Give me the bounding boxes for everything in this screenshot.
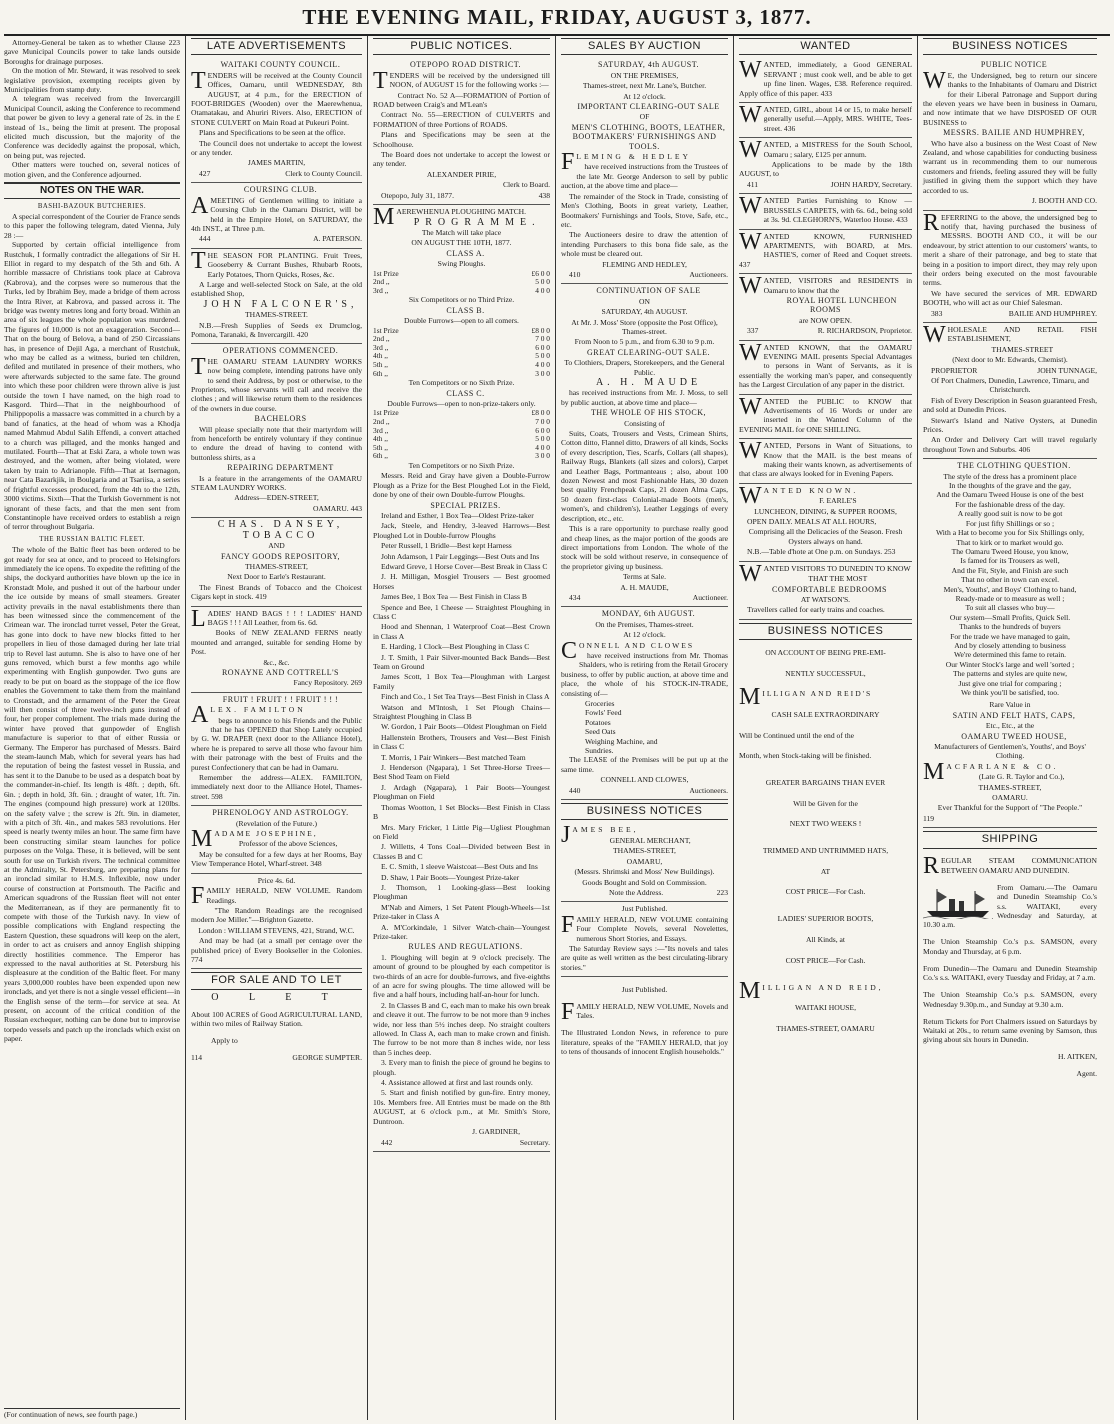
special-prize-item: J. T. Smith, 1 Pair Silver-mounted Back Bands—Best Team on Ground — [373, 652, 550, 671]
special-prize-item: James Scott, 1 Box Tea—Ploughman with Largest Family — [373, 672, 550, 691]
ad-bailie-humphrey: REFERRING to the above, the undersigned beg to notify that, having purchased the business of MESSRS. BOOTH AND CO., it will be our endeavour, by strict attention to our customers' wants, to merit a share of their patronage, and beg to state that being in a position to import direct, they may rely upon their orders being executed on the most favourable terms. We have secured the services of MR. EDWARD BOOTH, who will act as our Chief Salesman. 383 BAILIE AND HUMPHREY. — [923, 211, 1097, 323]
prize-row: 3rd ,, 4 0 0 — [373, 285, 550, 295]
special-prize-item: Hallenstein Brothers, Trousers and Vest—Best Finish in Class C — [373, 732, 550, 752]
rules-list — [373, 953, 550, 1126]
poem-line: To suit all classes who buy— — [965, 603, 1055, 613]
prize-row: 2nd ,, 7 0 0 — [373, 334, 550, 344]
special-prize-item: W. Gordon, 1 Pair Boots—Oldest Ploughman on Field — [381, 722, 547, 732]
ad-shipping: REGULAR STEAM COMMUNICATION BETWEEN OAMARU AND DUNEDIN. From Oamaru.—The Oamaru and Dunedin Steamship Co.'s s.s. WAITAKI, every Wednesday and Saturday, at 10.30 a.m. The Union Steamship Co.'s p.s. SAMSON, every Monday and Thursday, at 6 p.m. From Dunedin—The Oamaru and Dunedin Steamship Co.'s s.s. WAITAKI, every Tuesday and Friday, at 7 a.m. The Union Steamship Co.'s p.s. SAMSON, every Wednesday 9.30p.m., and Sunday at 9.30 a.m. Return Tickets for Port Chalmers issued on Saturdays by Waitaki at 20s., to return same evening by Samson, thus giving about six hours in Dunedin. H. AITKEN, Agent. — [923, 853, 1097, 1079]
special-prize-item: J. Henderson (Ngapara), 1 Set Three-Horse Trees—Best Shod Team on Field — [373, 763, 550, 782]
special-prize-item: Hood and Shennan, 1 Waterproof Coat—Best Crown in Class A — [373, 622, 550, 641]
section-band-auctions: SALES BY AUCTION — [561, 38, 728, 55]
ad-dansey-tobacco: CHAS. DANSEY, TOBACCO AND FANCY GOODS REPOSITORY, THAMES-STREET, Next Door to Earle's Restaurant. The Finest Brands of Tobacco and the Choicest Cigars kept in stock. 419 — [191, 518, 362, 606]
column-auctions — [555, 36, 733, 1420]
special-prize-item: Watson and M'Intosh, 1 Set Plough Chains—Straightest Ploughing in Class B — [373, 702, 550, 722]
column-wanted — [733, 36, 917, 1420]
ad-otepopo-road: OTEPOPO ROAD DISTRICT. TENDERS will be received by the undersigned till NOON, of AUGUST 15 for the following works :— Contract No. 52 A—FORMATION of Portion of ROAD between Craig's and M'Lean's Contract No. 55—ERECTION of CULVERTS and FORMATION of three Portions of ROADS. Plans and Specifications may be seen at the Schoolhouse. The Board does not undertake to accept the lowest or any tender. ALEXANDER PIRIE, Clerk to Board. Otepopo, July 31, 1877. 438 — [373, 58, 550, 205]
special-prize-item: M'Nab and Aimers, 1 Set Patent Plough-Wheels—1st Prize-taker in Class A — [373, 902, 550, 922]
clothing-poem — [923, 472, 1097, 698]
prize-row: 3rd ,, 6 0 0 — [373, 425, 550, 435]
poem-line: The Oamaru Tweed House, you know, — [951, 546, 1069, 556]
prize-row: 5th ,, 4 0 0 — [373, 359, 550, 369]
poem-line: For the fashionable dress of the day. — [955, 499, 1065, 509]
ad-wanted-watsons: WANTED VISITORS TO DUNEDIN TO KNOW THAT THE MOST COMFORTABLE BEDROOMS AT WATSON'S. Travellers called for early trains and coaches. — [739, 562, 912, 620]
subheading-baltic-fleet: THE RUSSIAN BALTIC FLEET. — [39, 535, 145, 543]
ad-family-herald-2: Just Published. FAMILY HERALD, NEW VOLUME containing Four Complete Novels, several Novelettes, numerous Short Stories, and Essays. The Saturday Review says :—"Its novels and tales are quite as well written as the best circulating-library stories." — [561, 902, 728, 977]
special-prize-item: Spence and Bee, 1 Cheese — Straightest Ploughing in Class C — [373, 602, 550, 621]
prize-table-class-a — [373, 270, 550, 296]
special-prize-item: E. Harding, 1 Clock—Best Ploughing in Class C — [381, 642, 530, 652]
section-band-shipping: SHIPPING — [923, 831, 1097, 848]
ad-madame-josephine: PHRENOLOGY AND ASTROLOGY. (Revelation of the Future.) MADAME JOSEPHINE, Professor of the above Sciences, May be consulted for a few days at her Rooms, Bay View Temperance Hotel, Wharf-street. 348 — [191, 806, 362, 873]
steamship-icon — [923, 885, 993, 919]
ad-wanted-apartments: WANTED KNOWN, FURNISHED APARTMENTS, with BOARD, at Mrs. HASTIE'S, corner of Reed and Coquet streets. 437 — [739, 230, 912, 275]
section-band-business-notices-2: BUSINESS NOTICES — [739, 623, 912, 640]
poem-line: And the Oamaru Tweed House is one of the best — [936, 490, 1084, 500]
special-prize-item: T. Morris, 1 Pair Winkers—Best matched Team — [381, 752, 526, 762]
poem-line: That no other in town can excel. — [960, 575, 1060, 585]
rule-item: 4. Assistance allowed at first and last rounds only. — [381, 1078, 533, 1088]
prize-row: 1st Prize £6 0 0 — [373, 268, 550, 278]
ad-clothing-question: THE CLOTHING QUESTION. The style of the dress has a prominent place In the thoughts of the grave and the gay, And the Oamaru Tweed House is one of the best For the fashionable dress of the day. A really good suit is now to be got For just fifty Shillings or so ; With a Hat to become you for Six Shillings only, That to kirk or to market would go. The Oamaru Tweed House, you know, Is famed for its Trousers as well, And the Fit, Style, and Finish are such That no other in town can excel. Men's, Youths', and Boys' Clothing to hand, Ready-made or to measure as well ; To suit all classes who buy— Our system—Small Profits, Quick Sell. Thanks to the hundreds of buyers For the trade we have managed to gain, And by closely attending to business We're determined this fame to retain. Our Winter Stock's large and well 'sorted ; The patterns and styles are quite new, Just give one trial for comparing ; We think you'll be satisfied, too. Rare Value in SATIN AND FELT HATS, CAPS, Etc., Etc., at the OAMARU TWEED HOUSE, Manufacturers of Gentlemen's, Youths', and Boys' Clothing. MACFARLANE & CO. (Late G. R. Taylor and Co.), THAMES-STREET, OAMARU. Ever Thankful for the Support of "The People." 119 — [923, 459, 1097, 828]
poem-line: We think you'll be satisfied, too. — [961, 688, 1059, 697]
ad-family-herald-3: Just Published. FAMILY HERALD, NEW VOLUME, Novels and Tales. The Illustrated London News, in reference to pure literature, speaks of the "FAMILY HERALD, that joy to tens of thousands of innocent English households." — [561, 984, 728, 1056]
ad-coursing-club: COURSING CLUB. AMEETING of Gentlemen willing to initiate a Coursing Club in the Oamaru District, will be held in the Empire Hotel, on SATURDAY, the 4th INST., at Three p.m. 444 A. PATERSON. — [191, 183, 362, 248]
poem-line: Our system—Small Profits, Quick Sell. — [949, 612, 1071, 622]
special-prize-item: J. H. Milligan, Mosgiel Trousers — Best groomed Horses — [373, 572, 550, 591]
column-business-notices — [917, 36, 1102, 1420]
ad-wanted-situations: WANTED, Persons in Want of Situations, to Know that the MAIL is the best means of making their wants known, as advertisements of that class are always looked for in Evening Papers. — [739, 439, 912, 484]
prize-row: 3rd ,, 6 0 0 — [373, 342, 550, 352]
ad-wanted-servant: WANTED, immediately, a Good GENERAL SERVANT ; must cook well, and be able to get up fine linen. Wages, £38. Reference required. Apply office of this paper. 433 — [739, 58, 912, 103]
special-prize-item: John Adamson, 1 Pair Leggings—Best Outs and Ins — [381, 551, 540, 561]
ad-hand-bags: LADIES' HAND BAGS ! ! ! LADIES' HAND BAGS ! ! ! All Leather, from 6s. 6d. Books of NEW ZEALAND FERNS neatly mounted and arranged, suitable for sending Home by Post. &c., &c. RONAYNE AND COTTRELL'S Fancy Repository. 269 — [191, 607, 362, 693]
poem-line: Just give one trial for comparing ; — [958, 678, 1062, 688]
poem-line: The style of the dress has a prominent place — [943, 471, 1077, 481]
news-paragraph: A telegram was received from the Invercargill Municipal Council, asking the Conference to recommend that power be given to levy a general rate of 2s. in the £ instead of 1s., being the limit at present. The proposal elicited much discussion, but the majority of the Conference was decidedly against the proposal, which, on being put, was rejected. — [4, 94, 180, 160]
prize-table-class-b — [373, 327, 550, 379]
prize-row: 6th ,, 3 0 0 — [373, 368, 550, 378]
rule-item: 5. Start and finish notified by gun-fire. Entry money, 10s. Members free. All Entries must be made on the 8th AUGUST, at 6 o'clock p.m., at Mr. Smith's Store, Duntroon. — [373, 1088, 550, 1126]
stock-item: Fowls' Feed — [585, 708, 622, 718]
ad-to-let: O L E T About 100 ACRES of Good AGRICULTURAL LAND, within two miles of Railway Station. Apply to 114 GEORGE SUMPTER. — [191, 991, 362, 1063]
special-prize-item: Jack, Steele, and Hendry, 3-leaved Harrows—Best Ploughed Lot in Double-furrow Ploughs — [373, 521, 550, 540]
ad-waitaki-council: WAITAKI COUNTY COUNCIL. TENDERS will be received at the County Council Offices, Oamaru, until WEDNESDAY, 8th AUGUST, at 4 p.m., for the ERECTION of FOOT-BRIDGES (Wooden) over the Maerewhenua, Otamatakau, and Ahuriri Rivers. Also, ERECTION of STONE CULVERT on Main Road at Pukeuri Point. Plans and Specifications to be seen at the office. The Council does not undertake to accept the lowest or any tender. JAMES MARTIN, 427 Clerk to County Council. — [191, 58, 362, 183]
ad-wanted-carpets: WANTED Parties Furnishing to Know —BRUSSELS CARPETS, with 6s. 6d., being sold at 3s. 9d. CLEGHORN'S, Waterloo House. 433 — [739, 194, 912, 229]
stock-item: Groceries — [585, 699, 615, 708]
poem-line: With a Hat to become you for Six Shillings only, — [935, 528, 1085, 538]
poem-line: That to kirk or to market would go. — [956, 537, 1064, 547]
ad-familton-fruit: FRUIT ! FRUIT ! ! FRUIT ! ! ! ALEX. FAMILTON begs to announce to his Friends and the Public that he has OPENED that Shop Lately occupied by G. W. DRAPER (next door to the Alliance Hotel), where he is prepared to serve all those who favour him with their patronage with the best of Fruits and the purest Confectionery that can be had in Oamaru. Remember the address—ALEX. FAMILTON, immediately next door to the Alliance Hotel, Thames-street. 598 — [191, 693, 362, 806]
prize-row: 2nd ,, 7 0 0 — [373, 416, 550, 426]
special-prize-item: Mrs. Mary Fricker, 1 Little Pig—Ugliest Ploughman on Field — [373, 822, 550, 841]
special-prize-item: Thomas Wootton, 1 Set Blocks—Best Finish in Class B — [373, 802, 550, 822]
special-prize-item: A. M'Corkindale, 1 Silver Watch-chain—Youngest Prize-taker. — [373, 922, 550, 941]
subheading-bashi-bazouk: BASHI-BAZOUK BUTCHERIES. — [37, 202, 147, 210]
masthead: THE EVENING MAIL, FRIDAY, AUGUST 3, 1877. — [4, 0, 1110, 36]
ad-family-herald-1: Price 4s. 6d. FAMILY HERALD, NEW VOLUME. Random Readings. "The Random Readings are the recognised modern Joe Miller."—Brighton Gazette. London : WILLIAM STEVENS, 421, Strand, W.C. And may be had (at a small per centage over the published price) of Every Bookseller in the Colonies. 774 — [191, 874, 362, 970]
column-late-ads — [185, 36, 367, 1420]
special-prize-item: Edward Greve, 1 Horse Cover—Best Break in Class C — [381, 561, 548, 571]
ad-milligan-reid: ON ACCOUNT OF BEING PRE-EMI- NENTLY SUCCESSFUL, MILLIGAN AND REID'S CASH SALE EXTRAORDINARY Will be Continued until the end of the Month, when Stock-taking will be finished. GREATER BARGAINS THAN EVER Will be Given for the NEXT TWO WEEKS ! TRIMMED AND UNTRIMMED HATS, AT COST PRICE—For Cash. LADIES' SUPERIOR BOOTS, All Kinds, at COST PRICE—For Cash. MILLIGAN AND REID, WAITAKI HOUSE, THAMES-STREET, OAMARU — [739, 648, 889, 1033]
special-prize-item: Finch and Co., 1 Set Tea Trays—Best Finish in Class A — [381, 692, 550, 702]
poem-line: Ready-made or to measure as well ; — [955, 593, 1065, 603]
ad-wanted-mistress: WANTED, a MISTRESS for the South School, Oamaru ; salary, £125 per annum. Applications to be made by the 18th AUGUST, to 411 JOHN HARDY, Secretary. — [739, 138, 912, 194]
ad-booth-notice: PUBLIC NOTICE W E, the Undersigned, beg to return our sincere thanks to the Inhabitants of Oamaru and District for their Liberal Patronage and Support during the eleven years we have been in business in Oamaru, and now intimate that we have DISPOSED OF OUR BUSINESS to MESSRS. BAILIE AND HUMPHREY, Who have also a business on the West Coast of New Zealand, and whose capabilities for conducting business warrant us in recommending them to our numerous customers and friends, feeling assured they will be fully justified in giving them the support which they have accorded to us. J. BOOTH AND CO. — [923, 58, 1097, 210]
ad-wanted-evening-mail: WANTED KNOWN, that the OAMARU EVENING MAIL presents Special Advantages to persons in Want of Servants, as it is essentially the working man's paper, and consequently has the Largest Circulation of any paper in the district. — [739, 341, 912, 395]
ad-steam-laundry: OPERATIONS COMMENCED. THE OAMARU STEAM LAUNDRY WORKS now being complete, intending patrons have only to send their Address, by post or otherwise, to the Proprietors, whose servants will call and receive the clothes ; and will likewise return them to the residences of the owners in due course. BACHELORS Will please specially note that their martyrdom will from henceforth be entirely voluntary if they continue to endure the dread of having to contend with buttonless shirts, as a REPAIRING DEPARTMENT Is a feature in the arrangements of the OAMARU STEAM LAUNDRY WORKS. Address—EDEN-STREET, OAMARU. 443 — [191, 344, 362, 518]
war-report-1 — [4, 212, 180, 532]
stock-item: Potatoes — [585, 717, 611, 727]
rule-item: 1. Ploughing will begin at 9 o'clock precisely. The amount of ground to be ploughed by each competitor is two-thirds of an acre for double-furrows, and five-eighths of an acre for swing ploughs. The time allowed will be five and a half hours, including half-an-hour for lunch. — [373, 952, 550, 1000]
section-band-business-notices-3: BUSINESS NOTICES — [923, 38, 1097, 55]
stock-item: Seed Oats — [585, 727, 616, 737]
ad-heading: WAITAKI COUNTY COUNCIL. — [220, 60, 341, 70]
column-public-notices — [367, 36, 555, 1420]
rule-item: 2. In Classes B and C, each man to make his own break and cleave it out. The furrow to be not more than 9 inches wide, nor less than 5½ inches deep. No straight coulters allowed. In Class A, each man to make crown and finish. The furrow to be not more than 8 inches wide, nor less than 5 inches deep. — [373, 1000, 550, 1057]
continuation-note: (For continuation of news, see fourth page.) — [4, 1408, 180, 1420]
section-band-business-notices-1: BUSINESS NOTICES — [561, 803, 728, 820]
poem-line: And the Fit, Style, and Finish are such — [951, 565, 1069, 575]
news-paragraph: Supported by certain official intelligence from Rustchuk, I formally contradict the allegations of Sir H. Elliot in regard to my despatch of the 5th and 6th. A horrible massacre of Christians took place at Cabrova (Kabrova), and the corpses were so numerous that the Turks, led by Ibrahim Bey, made a bridge of them across the Intra River, at Kabrova, and passed across it. The bridge was twenty metres long and forty broad. Within an area of six leagues the whole population was murdered. The figures of 10,000 is not an exaggeration. Second—That on the bourg of Belova, a band of 250 Circassians has, in presence of Dejil Aga, a merchant of Rustchuk, who may be called as a witness, buried ten children, defiled and mutilated in presence of their mothers, who were afterwards subjected to the same fate. The ground into which these poor children were thrown alive is just outside the town I have named, on the high road to Kasgord. Third—That in the neighbourhood of Philippopolis a massacre was committed in a church by a band of fanatics, at the head of whom was a Khodja named Mahmud Abdul Salih Effendi, a convert attached to a church was pillaged, and the monks hanged and mutilated. Fourth—That at Eski Zara, a whole town was destroyed, and the women, after being violated, were taken by train to Adrianople. Fifth—That at Isernagon, near Cata Bazarkjik, in Boulgaria and at Tsariisa, a series of frightful excesses produced, from the 4th to the 12th, 3000 victims. Sixth—That the Turkish Government is not ignorant of these facts, and that the men sent from Constantinople have received orders to establish a reign of terror throughout Bulgaria. — [4, 240, 180, 532]
ad-james-bee: JAMES BEE, GENERAL MERCHANT, THAMES-STREET, OAMARU, (Messrs. Shrimski and Moss' New Buildings). Goods Bought and Sold on Commission. Note the Address. 223 — [561, 823, 728, 902]
connell-stock-list — [561, 699, 728, 755]
special-prize-item: Peter Russell, 1 Bridle—Best kept Harness — [381, 541, 512, 551]
news-paragraph: A special correspondent of the Courier de France sends to this paper the following telegram, dated Vienna, July 28 :— — [4, 211, 180, 240]
ad-wanted-public: WANTED the PUBLIC to KNOW that Advertisements of 16 Words or under are inserted in the Wanted Column of the EVENING MAIL for ONE SHILLING. — [739, 395, 912, 440]
special-prize-item: Ireland and Esther, 1 Box Tea—Oldest Prize-taker — [381, 510, 534, 520]
poem-line: And by closely attending to business — [954, 640, 1066, 650]
prize-row: 1st Prize £8 0 0 — [373, 408, 550, 418]
ad-wanted-girl: WANTED, GIRL, about 14 or 15, to make herself generally useful.—Apply, MRS. WHITE, Tees-street. 436 — [739, 103, 912, 138]
news-intro — [4, 38, 180, 179]
poem-line: Men's, Youths', and Boys' Clothing to hand, — [943, 584, 1077, 594]
special-prizes-list — [373, 511, 550, 941]
prize-row: 4th ,, 5 0 0 — [373, 351, 550, 361]
stock-item: Sundries. — [585, 746, 614, 756]
ad-planting-season: THE SEASON FOR PLANTING. Fruit Trees, Gooseberry & Currant Bushes, Rhubarb Roots, Early Potatoes, Thorn Quicks, Roses, &c. A Large and well-selected Stock on Sale, at the old established Shop, JOHN FALCONER'S, THAMES-STREET. N.B.—Fresh Supplies of Seeds ex Drumclog, Pomona, Taranaki, & Invercargill. 420 — [191, 249, 362, 345]
stock-item: Weighing Machine, and — [585, 736, 658, 746]
poem-line: We're determined this fame to retain. — [953, 650, 1067, 660]
ad-wanted-royal-hotel: WANTED, VISITORS and RESIDENTS in Oamaru to know that the ROYAL HOTEL LUNCHEON ROOMS are NOW OPEN. 337 R. RICHARDSON, Proprietor. — [739, 274, 912, 340]
poem-line: For just fifty Shillings or so ; — [965, 518, 1055, 528]
prize-row: 5th ,, 4 0 0 — [373, 442, 550, 452]
prize-row: 6th ,, 3 0 0 — [373, 451, 550, 461]
section-band-late-ads: LATE ADVERTISEMENTS — [191, 38, 362, 55]
ad-maude-sale: CONTINUATION OF SALE ON SATURDAY, 4th AUGUST. At Mr. J. Moss' Store (opposite the Post Office), Thames-street. From Noon to 5 p.m., and from 6.30 to 9 p.m. GREAT CLEARING-OUT SALE. To Clothiers, Drapers, Storekeepers, and the General Public. A. H. MAUDE has received instructions from Mr. J. Moss, to sell by public auction, at above time and place— THE WHOLE OF HIS STOCK, Consisting of Suits, Coats, Trousers and Vests, Crimean Shirts, Cotton ditto, Flannel ditto, Drawers of all kinds, Socks of every description, Ties, Scarfs, Collars (all shapes), Railway Rugs, Blankets (all sizes and colors), Carpet and Leather Bags, Portmanteaus ; also, about 100 dozen Newest and most Fashionable Hats, 30 dozen best quality Frenchpeak Caps, 21 dozen Alma Caps, 50 dozen first-class Colonial-made Boots (men's, women's, and children's), Leather Leggings of every description, etc., etc. This is a rare opportunity to purchase really good and cheap lines, as the major portion of the goods are direct importations from London. The whole of the stock will be sold without reserve, in consequence of the proprietor giving up business. Terms at Sale. A. H. MAUDE, 434 Auctioneer. — [561, 284, 728, 607]
ad-wanted-earles: WANTED KNOWN. F. EARLE'S LUNCHEON, DINING, & SUPPER ROOMS, OPEN DAILY. MEALS AT ALL HOURS, Comprising all the Delicacies of the Season. Fresh Oysters always on hand. N.B.—Table d'hote at One p.m. on Sundays. 253 — [739, 484, 912, 562]
news-paragraph: Attorney-General be taken as to whether Clause 223 gave Municipal Councils power to take lands outside Boroughs for drainage purposes. — [4, 38, 180, 66]
special-prize-item: James Bee, 1 Box Tea — Best Finish in Class B — [381, 592, 527, 602]
poem-line: Is famed for its Trousers as well, — [960, 556, 1060, 566]
special-prize-item: J. Thomson, 1 Looking-glass—Best looking Ploughman — [373, 882, 550, 902]
special-prize-item: E. C. Smith, 1 sleeve Waistcoat—Best Outs and Ins — [381, 862, 538, 872]
section-band-for-sale: FOR SALE AND TO LET — [191, 972, 362, 989]
prize-row: 4th ,, 5 0 0 — [373, 434, 550, 444]
prize-row: 1st Prize £8 0 0 — [373, 325, 550, 335]
war-report-2 — [4, 545, 180, 1044]
poem-line: In the thoughts of the grave and the gay, — [948, 481, 1072, 491]
poem-line: For the trade we have managed to gain, — [950, 631, 1070, 641]
column-news — [4, 36, 185, 1420]
rule-item: 3. Every man to finish the piece of ground he begins to plough. — [373, 1058, 550, 1077]
ad-fish-establishment: WHOLESALE AND RETAIL FISH ESTABLISHMENT, THAMES-STREET (Next door to Mr. Edwards, Chemist). PROPRIETOR JOHN TUNNAGE, Of Port Chalmers, Dunedin, Lawrence, Timaru, and Christchurch. Fish of Every Description in Season guaranteed Fresh, and sold at Dunedin Prices. Stewart's Island and Native Oysters, at Dunedin Prices. An Order and Delivery Cart will travel regularly throughout Town and Suburbs. 406 — [923, 323, 1097, 459]
columns — [4, 36, 1110, 1420]
war-notes-heading: NOTES ON THE WAR. — [4, 182, 180, 198]
special-prize-item: J. Ardagh (Ngapara), 1 Pair Boots—Youngest Ploughman on Field — [373, 782, 550, 802]
poem-line: Our Winter Stock's large and well 'sorted ; — [945, 659, 1075, 669]
poem-line: Thanks to the hundreds of buyers — [959, 622, 1061, 632]
ad-ploughing-match: MAEREWHENUA PLOUGHING MATCH. PROGRAMME. The Match will take place ON AUGUST THE 10TH, 1877. CLASS A. Swing Ploughs. 1st Prize £6 0 0 2nd ,, 5 0 0 3rd ,, 4 0 0 Six Competitors or no Third Prize. CLASS B. Double Furrows—open to all comers. 1st Prize £8 0 0 2nd ,, 7 0 0 3rd ,, 6 0 0 4th ,, 5 0 0 5th ,, 4 0 0 6th ,, 3 0 0 Ten Competitors or no Sixth Prize. CLASS C. Double Furrows—open to non-prize-takers only. 1st Prize £8 0 0 2nd ,, 7 0 0 3rd ,, 6 0 0 4th ,, 5 0 0 5th ,, 4 0 0 6th ,, 3 0 0 Ten Competitors or no Sixth Prize. Messrs. Reid and Gray have given a Double-Furrow Plough as a Prize for the Best Ploughed Lot in the Field, done by one of their own Double-furrow Ploughs. SPECIAL PRIZES. Ireland and Esther, 1 Box Tea—Oldest Prize-taker Jack, Steele, and Hendry, 3-leaved Harrows—Best Ploughed Lot in Double-furrow Ploughs Peter Russell, 1 Bridle—Best kept Harness John Adamson, 1 Pair Leggings—Best Outs and Ins Edward Greve, 1 Horse Cover—Best Break in Class C J. H. Milligan, Mosgiel Trousers — Best groomed Horses James Bee, 1 Box Tea — Best Finish in Class B Spence and Bee, 1 Cheese — Straightest Ploughing in Class C Hood and Shennan, 1 Waterproof Coat—Best Crown in Class A E. Harding, 1 Clock—Best Ploughing in Class C J. T. Smith, 1 Pair Silver-mounted Back Bands—Best Team on Ground James Scott, 1 Box Tea—Ploughman with Largest Family Finch and Co., 1 Set Tea Trays—Best Finish in Class A Watson and M'Intosh, 1 Set Plough Chains—Straightest Ploughing in Class B W. Gordon, 1 Pair Boots—Oldest Ploughman on Field Hallenstein Brothers, Trousers and Vest—Best Finish in Class C T. Morris, 1 Pair Winkers—Best matched Team J. Henderson (Ngapara), 1 Set Three-Horse Trees—Best Shod Team on Field J. Ardagh (Ngapara), 1 Pair Boots—Youngest Ploughman on Field Thomas Wootton, 1 Set Blocks—Best Finish in Class B Mrs. Mary Fricker, 1 Little Pig—Ugliest Ploughman on Field J. Willetts, 4 Tons Coal—Divided between Best in Classes B and C E. C. Smith, 1 sleeve Waistcoat—Best Outs and Ins D. Shaw, 1 Pair Boots—Youngest Prize-taker J. Thomson, 1 Looking-glass—Best looking Ploughman M'Nab and Aimers, 1 Set Patent Plough-Wheels—1st Prize-taker in Class A A. M'Corkindale, 1 Silver Watch-chain—Youngest Prize-taker. RULES AND REGULATIONS. 1. Ploughing will begin at 9 o'clock precisely. The amount of ground to be ploughed by each competitor is two-thirds of an acre for double-furrows, and five-eighths of an acre for swing ploughs. The time allowed will be five and a half hours, including half-an-hour for lunch. 2. In Classes B and C, each man to make his own break and cleave it out. The furrow to be not more than 9 inches wide, nor less than 5½ inches deep. No straight coulters allowed. In Class A, each man to make crown and finish. The furrow to be not more than 8 inches wide, nor less than 5 inches deep. 3. Every man to finish the piece of ground he begins to plough. 4. Assistance allowed at first and last rounds only. 5. Start and finish notified by gun-fire. Entry money, 10s. Members free. All Entries must be made on the 8th AUGUST, at 6 o'clock p.m., at Mr. Smith's Store, Duntroon. J. GARDINER, 442 Secretary. — [373, 205, 550, 1152]
prize-table-class-c — [373, 409, 550, 461]
ad-connell-clowes: MONDAY, 6th AUGUST. On the Premises, Thames-street. At 12 o'clock. CONNELL AND CLOWES have received instructions from Mr. Thomas Shalders, who is retiring from the Retail Grocery business, to offer by public auction, at above time and place, the whole of his STOCK-IN-TRADE, consisting of— Groceries Fowls' Feed Potatoes Seed Oats Weighing Machine, and Sundries. The LEASE of the Premises will be put up at the same time. CONNELL AND CLOWES, 440 Auctioneers. — [561, 607, 728, 800]
news-paragraph: The whole of the Baltic fleet has been ordered to be got ready for sea at once, and to proceed to Helsingfors immediately the ice opens. To expedite the refitting of the ships, the dockyard authorities have blown up the ice in Kronstadt Mole, and pushed it out of the harbour under the ice outside by means of small steamers. Greater activity prevails in the naval establishments there than has been witnessed since the commencement of the Crimean war. The ironclad turret vessel, Peter the Great, has gone into dock to have new blocks fitted to her propellers in lieu of those damaged during her late trial trip to Revel last autumn. She is also to have one of her guns removed, which burst a few months ago while experimenting with English gunpowder. Two guns are ready to be put on board as the stoppage of the ice flow enables the Government to take them from the mainland to Cronstadt, and the armament of the Peter the Great will then consist of three twelve-inch guns instead of four, her proper complement. The trials made during the winter have proved that gunpowder of English manufacture is superior to that of either Russia or Germany. The Emperor has purchased of Messrs. Baird the steam-launch Mab, which for several years has had the reputation of being the fastest vessel in Russia, and has sent it to the Danube to be used as a despatch boat by the commander-in-chief. Its length is 48ft. ; depth, 6ft. 6in. ; depth in hold, 3ft. 6in. ; draught of water, 1ft. 7in. The engines (compound high pressure) work at 120lbs. on the safety valve ; the screw is 2ft. 9in. in diameter, with a pitch of 3ft. 4in., and makes 583 revolutions. Her speed is nearly twenty miles an hour. The same firm have been constructing similar steam launches for police purposes on the Volga. These, it is believed, will be sent south for use on Turkish rivers. The technical committee at the Admiralty, St. Petersburg, are preparing plans for an ironclad similar to H.M.S. Inflexible, now under course of construction at Portsmouth. The Pacific and American squadrons of the Russian fleet will not enter the Mediterranean, as if they are permanently fit to compete with those of the Turkish navy. In view of possible complications with England respecting the Eastern Question, these squadrons will keep on the alert, in order to act as cruisers and annoy English shipping directly hostilities commence. The Emperor has expressed to the naval authorities at St. Petersburg his displeasure at the condition of the Baltic fleet. For many years 3,000,000 roubles have been expended upon new ironclads, and yet there is not a single vessel efficient—in the English sense of the term—for service at sea. At present, on account of the critical condition of the Russian exchequer, nothing can be done but to improvise torpedo vessels and patch up the ironclads which exist on paper. — [4, 545, 180, 1044]
poem-line: The patterns and styles are quite new, — [952, 669, 1067, 679]
ad-fleming-hedley: SATURDAY, 4th AUGUST. ON THE PREMISES, Thames-street, next Mr. Lane's, Butcher. At 12 o'clock. IMPORTANT CLEARING-OUT SALE OF MEN'S CLOTHING, BOOTS, LEATHER, BOOTMAKERS' FURNISHINGS AND TOOLS. FLEMING & HEDLEY have received instructions from the Trustees of the late Mr. George Anderson to sell by public auction, at the above time and place— The remainder of the Stock in Trade, consisting of Men's Clothing, Boots in great variety, Leather, Bootmakers' Furnishings and Tools, Stove, Safe, etc., etc. The Auctioneers desire to draw the attention of intending Purchasers to this bona fide sale, as the whole must be cleared out. FLEMING AND HEDLEY, 410 Auctioneers. — [561, 58, 728, 284]
special-prize-item: D. Shaw, 1 Pair Boots—Youngest Prize-taker — [381, 872, 520, 882]
prize-row: 2nd ,, 5 0 0 — [373, 277, 550, 287]
news-paragraph: Other matters were touched on, several notices of motion given, and the Conference adjourned. — [4, 160, 180, 179]
special-prize-item: J. Willetts, 4 Tons Coal—Divided between Best in Classes B and C — [373, 842, 550, 861]
news-paragraph: On the motion of Mr. Steward, it was resolved to seek legislative provision, exempting receipts given by Municipalities from stamp duty. — [4, 66, 180, 95]
section-band-wanted: WANTED — [739, 38, 912, 55]
poem-line: A really good suit is now to be got — [957, 509, 1063, 519]
section-band-public-notices: PUBLIC NOTICES. — [373, 38, 550, 55]
